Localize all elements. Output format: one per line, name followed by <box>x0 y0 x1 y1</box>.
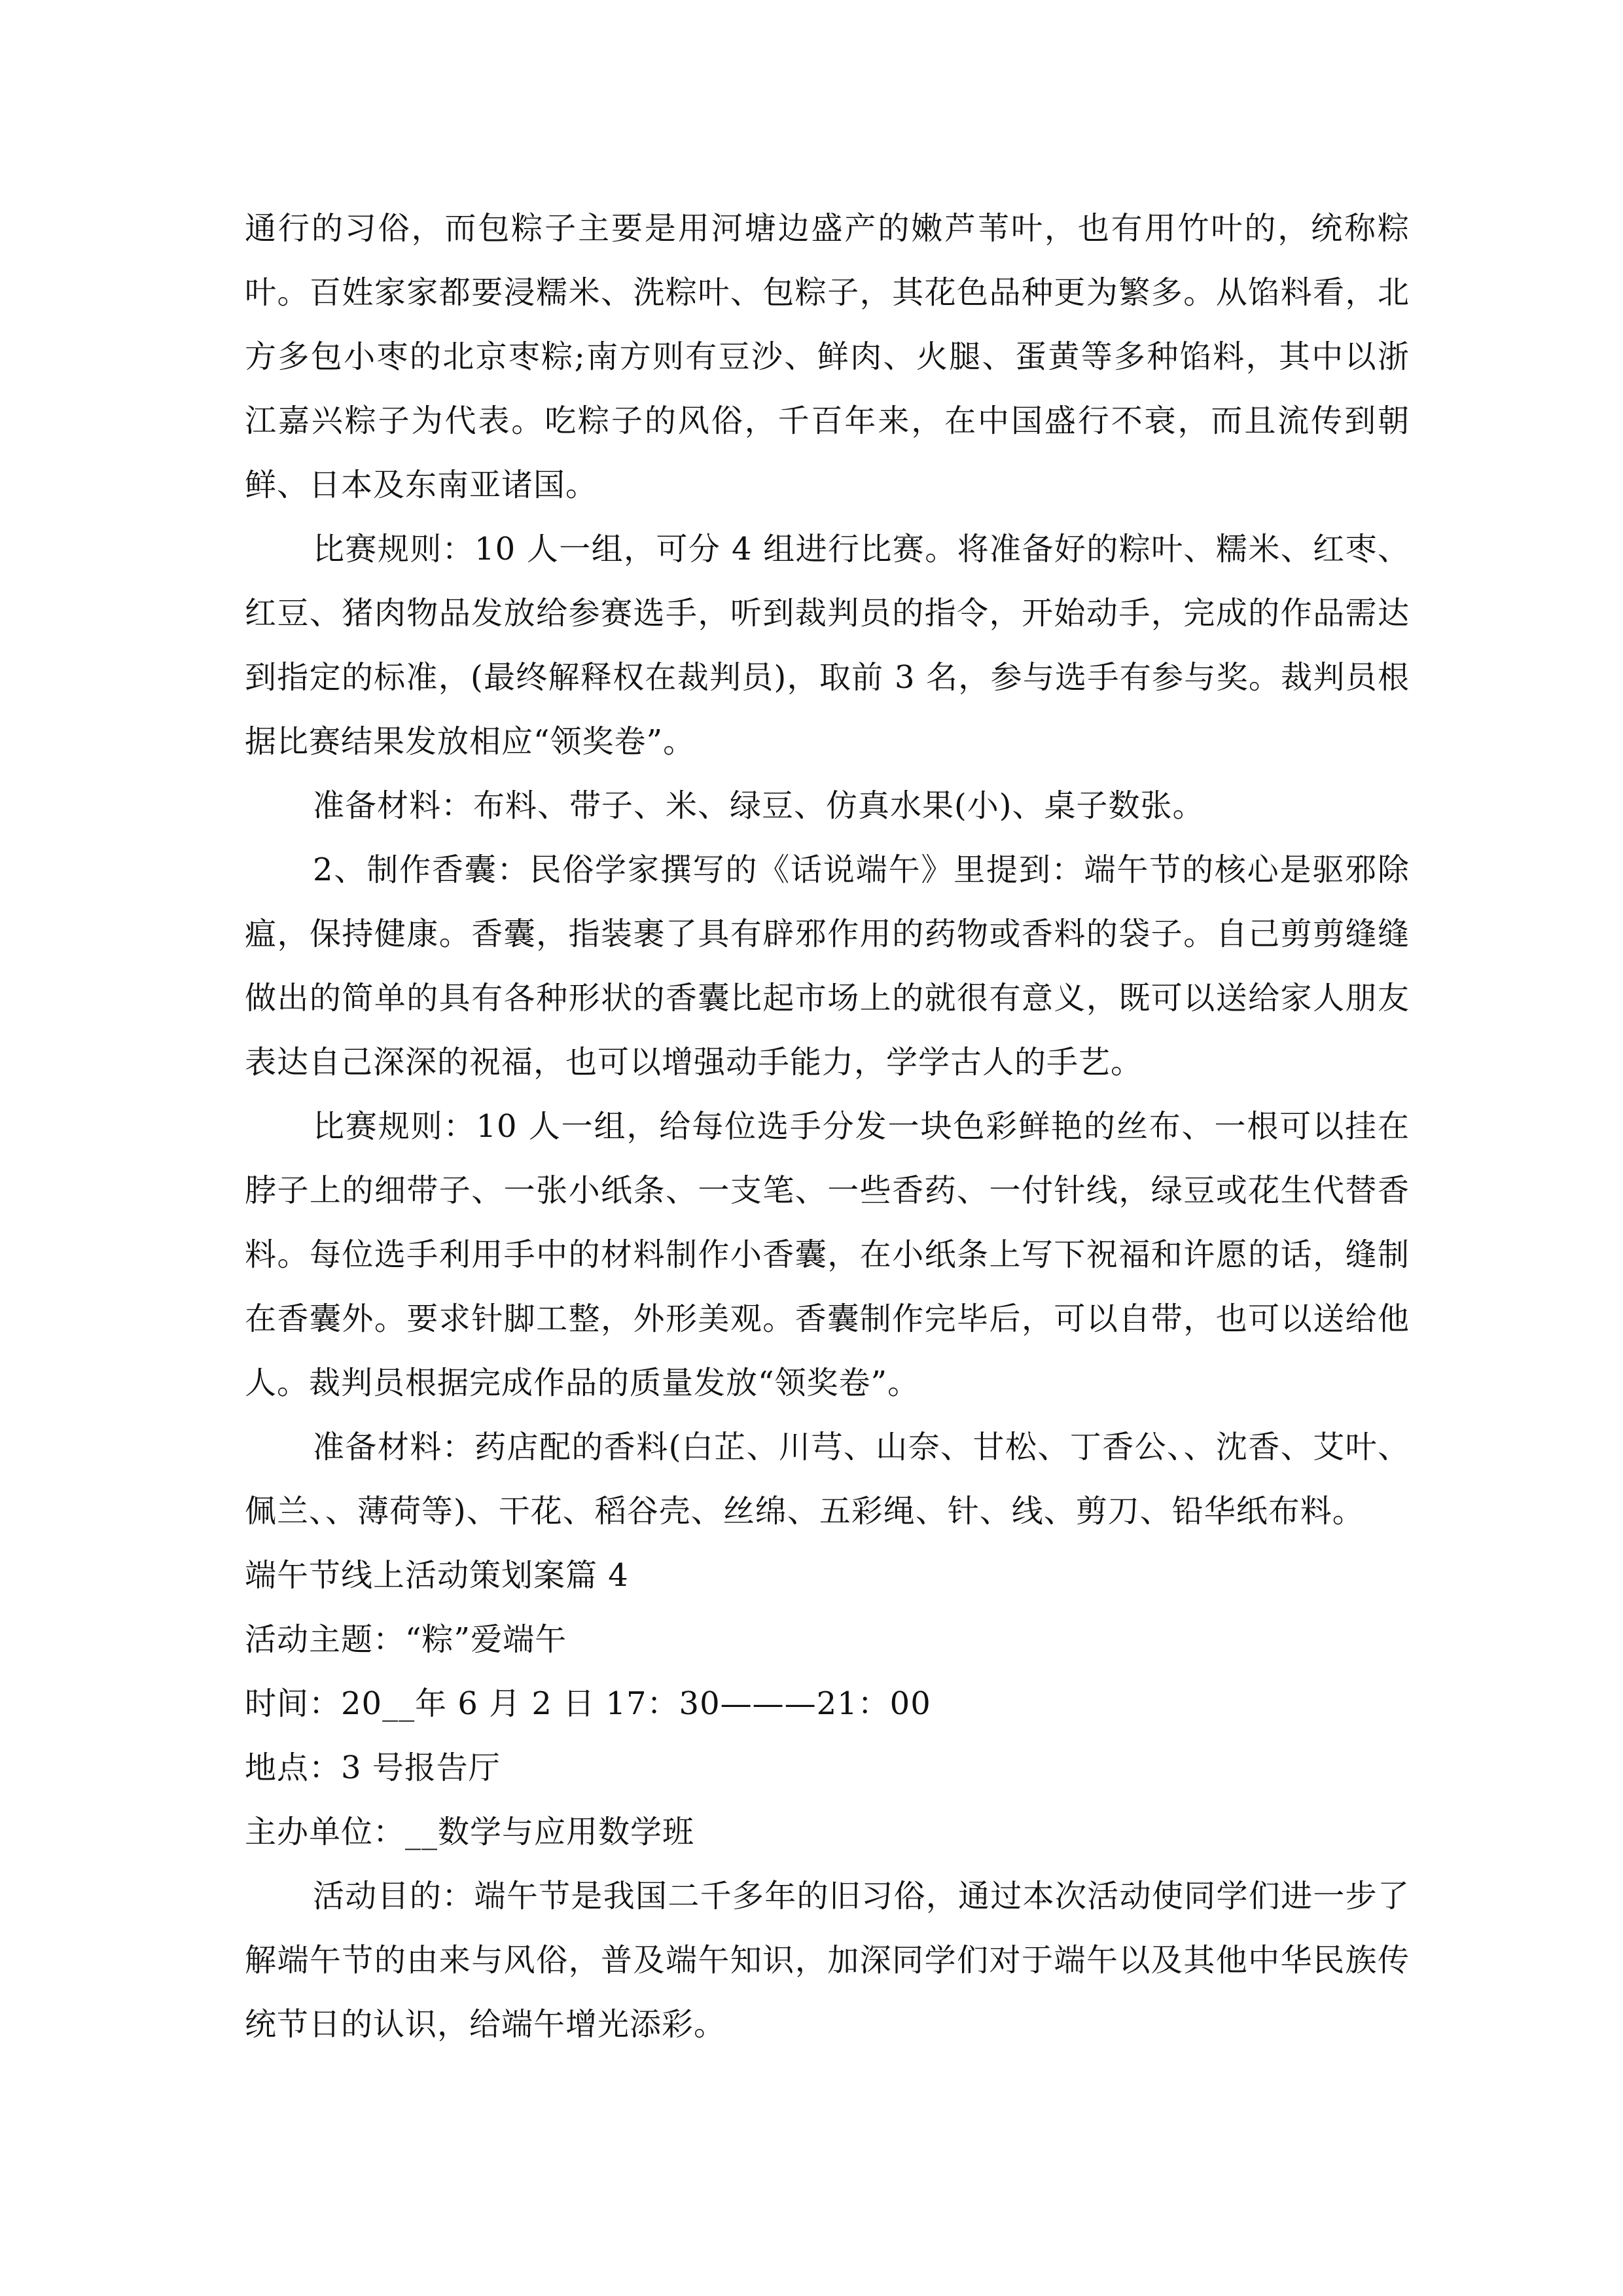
paragraph-zongzi-rules: 比赛规则：10 人一组，可分 4 组进行比赛。将准备好的粽叶、糯米、红枣、红豆、猪肉物品发放给参赛选手，听到裁判员的指令，开始动手，完成的作品需达到指定的标准，(最终解释权在裁判员)，取前 3 名，参与选手有参与奖。裁判员根据比赛结果发放相应“领奖卷”。 <box>245 531 1410 760</box>
paragraph-sachet-materials: 准备材料：药店配的香料(白芷、川芎、山奈、甘松、丁香公、、沈香、艾叶、佩兰、、薄荷等)、干花、稻谷壳、丝绵、五彩绳、针、线、剪刀、铅华纸布料。 <box>245 1429 1410 1530</box>
paragraph-sachet-intro: 2、制作香囊：民俗学家撰写的《话说端午》里提到：端午节的核心是驱邪除瘟，保持健康。香囊，指装裹了具有辟邪作用的药物或香料的袋子。自己剪剪缝缝做出的简单的具有各种形状的香囊比起市场上的就很有意义，既可以送给家人朋友表达自己深深的祝福，也可以增强动手能力，学学古人的手艺。 <box>245 852 1410 1081</box>
activity-theme: 活动主题：“粽”爱端午 <box>245 1621 567 1658</box>
activity-organizer: 主办单位：__数学与应用数学班 <box>245 1814 695 1850</box>
section-heading: 端午节线上活动策划案篇 4 <box>245 1557 629 1594</box>
activity-time: 时间：20__年 6 月 2 日 17：30———21：00 <box>245 1685 931 1722</box>
activity-purpose: 活动目的：端午节是我国二千多年的旧习俗，通过本次活动使同学们进一步了解端午节的由来与风俗，普及端午知识，加深同学们对于端午以及其他中华民族传统节日的认识，给端午增光添彩。 <box>245 1878 1410 2043</box>
paragraph-sachet-rules: 比赛规则：10 人一组，给每位选手分发一块色彩鲜艳的丝布、一根可以挂在脖子上的细带子、一张小纸条、一支笔、一些香药、一付针线，绿豆或花生代替香料。每位选手利用手中的材料制作小香囊，在小纸条上写下祝福和许愿的话，缝制在香囊外。要求针脚工整，外形美观。香囊制作完毕后，可以自带，也可以送给他人。裁判员根据完成作品的质量发放“领奖卷”。 <box>245 1108 1410 1401</box>
paragraph-zongzi-materials: 准备材料：布料、带子、米、绿豆、仿真水果(小)、桌子数张。 <box>313 787 1205 824</box>
paragraph-zongzi-custom: 通行的习俗，而包粽子主要是用河塘边盛产的嫩芦苇叶，也有用竹叶的，统称粽叶。百姓家家都要浸糯米、洗粽叶、包粽子，其花色品种更为繁多。从馅料看，北方多包小枣的北京枣粽;南方则有豆沙、鲜肉、火腿、蛋黄等多种馅料，其中以浙江嘉兴粽子为代表。吃粽子的风俗，千百年来，在中国盛行不衰，而且流传到朝鲜、日本及东南亚诸国。 <box>245 210 1410 503</box>
activity-location: 地点：3 号报告厅 <box>245 1749 501 1786</box>
document-page <box>245 196 1410 2056</box>
